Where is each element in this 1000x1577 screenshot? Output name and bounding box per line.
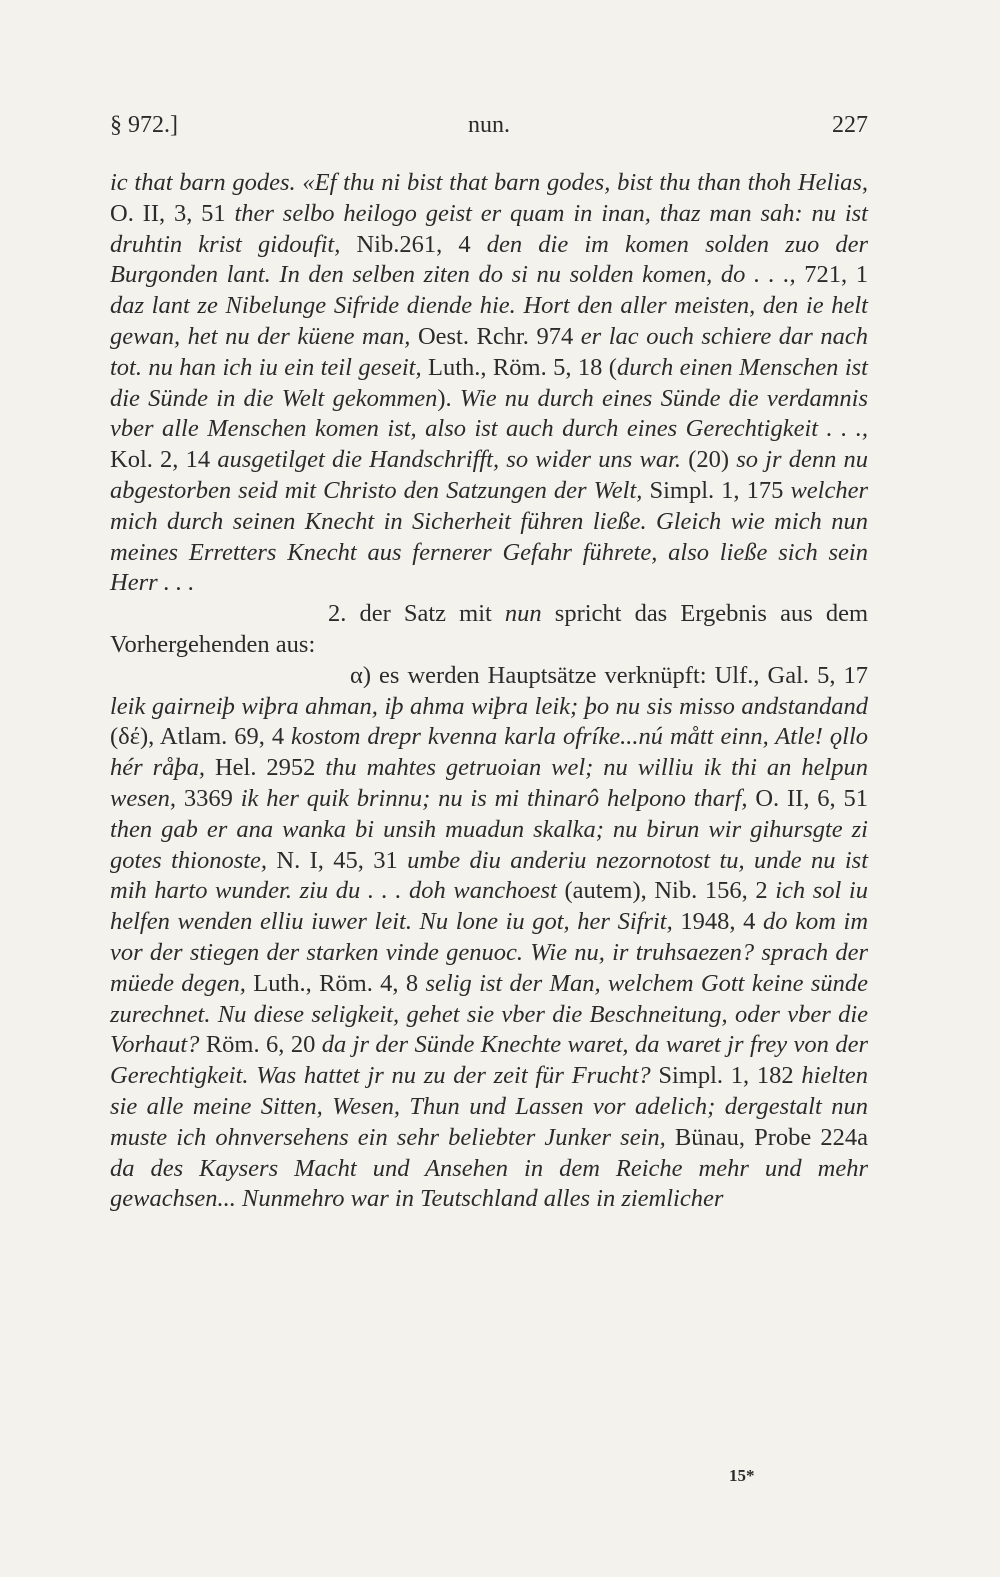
- quoted-text: umbe diu anderiu nezornotost tu, unde nu ist mih harto wunder. ziu du . . . doh wanchoest: [110, 846, 869, 905]
- quoted-text: hielten sie alle meine Sitten, Wesen, Thun und Lassen vor adelich; dergestalt nun muste ich ohnversehens ein sehr beliebter Junker sein,: [110, 1062, 868, 1151]
- reference-text: O. II, 6, 51: [755, 784, 869, 812]
- page-header: [110, 112, 868, 148]
- quoted-text: do kom im vor der stiegen der starken vinde genuoc. Wie nu, ir truhsaezen? sprach der müede degen,: [110, 908, 869, 997]
- paragraph: [110, 661, 868, 1215]
- reference-text: (20): [688, 446, 737, 474]
- reference-text: Simpl. 1, 182: [658, 1062, 802, 1090]
- reference-text: Bünau, Probe 224a: [674, 1123, 869, 1151]
- reference-text: O. II, 3, 51: [110, 199, 235, 227]
- quoted-text: ic that barn godes. «Ef thu ni bist that barn godes, bist thu than thoh Helias,: [110, 169, 868, 196]
- running-title: nun.: [468, 112, 510, 138]
- quoted-text: nun: [504, 600, 555, 628]
- quoted-text: ich sol iu helfen wenden elliu iuwer leit. Nu lone iu got, her Sifrit,: [110, 877, 868, 936]
- reference-text: 2. der Satz mit: [328, 600, 505, 628]
- reference-text: ).: [437, 384, 460, 412]
- reference-text: Kol. 2, 14: [110, 446, 218, 474]
- reference-text: Luth., Röm. 4, 8: [253, 969, 426, 997]
- quoted-text: selig ist der Man, welchem Gott keine sünde zurechnet. Nu diese seligkeit, gehet sie vber die Beschneitung, oder vber die Vorhaut?: [110, 969, 868, 1059]
- paragraph: [110, 599, 868, 661]
- reference-text: α) es werden Hauptsätze verknüpft: Ulf., Gal. 5, 17: [350, 661, 868, 689]
- reference-text: Nib.261, 4: [356, 230, 487, 258]
- paragraph: [110, 168, 868, 599]
- quoted-text: leik gairneiþ wiþra ahman, iþ ahma wiþra leik; þo nu sis misso andstandand: [110, 692, 868, 720]
- quoted-text: ik her quik brinnu; nu is mi thinarô helpono tharf,: [240, 784, 756, 812]
- quoted-text: Wie nu durch eines Sünde die verdamnis vber alle Menschen komen ist, also ist auch durch eines Gerechtigkeit . . .,: [110, 384, 868, 443]
- quoted-text: daz lant ze Nibelunge Sifride diende hie. Hort den aller meisten, den ie helt gewan, het nu der küene man,: [110, 292, 868, 350]
- section-reference: § 972.]: [110, 112, 178, 138]
- reference-text: Röm. 6, 20: [205, 1031, 322, 1059]
- quoted-text: er lac ouch schiere dar nach tot. nu han ich iu ein teil geseit,: [110, 322, 869, 381]
- reference-text: 721, 1: [804, 261, 868, 289]
- reference-text: Oest. Rchr. 974: [417, 322, 581, 350]
- quoted-text: then gab er ana wanka bi unsih muadun skalka; nu birun wir gihursgte zi gotes thionoste,: [110, 815, 868, 874]
- reference-text: 1948, 4: [680, 908, 763, 936]
- quoted-text: welcher mich durch seinen Knecht in Sicherheit führen ließe. Gleich wie mich nun meines Erretters Knecht aus fernerer Gefahr führete, also ließe sich sein Herr . . .: [110, 476, 868, 597]
- reference-text: spricht das Ergebnis aus dem Vorhergehenden aus:: [110, 600, 869, 658]
- reference-text: N. I, 45, 31: [276, 846, 408, 874]
- reference-text: Simpl. 1, 175: [649, 476, 791, 504]
- quoted-text: den die im komen solden zuo der Burgonden lant. In den selben ziten do si nu solden komen, do . . .,: [110, 230, 869, 289]
- quoted-text: thu mahtes getruoian wel; nu williu ik thi an helpun wesen,: [110, 754, 869, 812]
- quoted-text: kostom drepr kvenna karla ofríke...nú mått einn, Atle! ǫllo hér råþa,: [110, 723, 868, 782]
- reference-text: (autem), Nib. 156, 2: [564, 877, 776, 905]
- reference-text: Hel. 2952: [214, 754, 326, 782]
- reference-text: 3369: [183, 784, 241, 812]
- quoted-text: da jr der Sünde Knechte waret, da waret jr frey von der Gerechtigkeit. Was hattet jr nu zu der zeit für Frucht?: [110, 1031, 868, 1090]
- quoted-text: da des Kaysers Macht und Ansehen in dem Reiche mehr und mehr gewachsen... Nunmehro war in Teutschland alles in ziemlicher: [110, 1154, 868, 1213]
- quoted-text: ther selbo heilogo geist er quam in inan, thaz man sah: nu ist druhtin krist gidoufit,: [110, 199, 868, 258]
- quoted-text: durch einen Menschen ist die Sünde in die Welt gekommen: [110, 353, 868, 412]
- reference-text: Luth., Röm. 5, 18 (: [428, 353, 617, 381]
- body-text: [110, 168, 868, 1215]
- page-number: 227: [832, 112, 868, 138]
- signature-mark: 15*: [729, 1466, 755, 1485]
- quoted-text: so jr denn nu abgestorben seid mit Christo den Satzungen der Welt,: [110, 446, 869, 504]
- reference-text: (δέ), Atlam. 69, 4: [110, 723, 292, 751]
- quoted-text: ausgetilget die Handschrifft, so wider uns war.: [217, 446, 689, 474]
